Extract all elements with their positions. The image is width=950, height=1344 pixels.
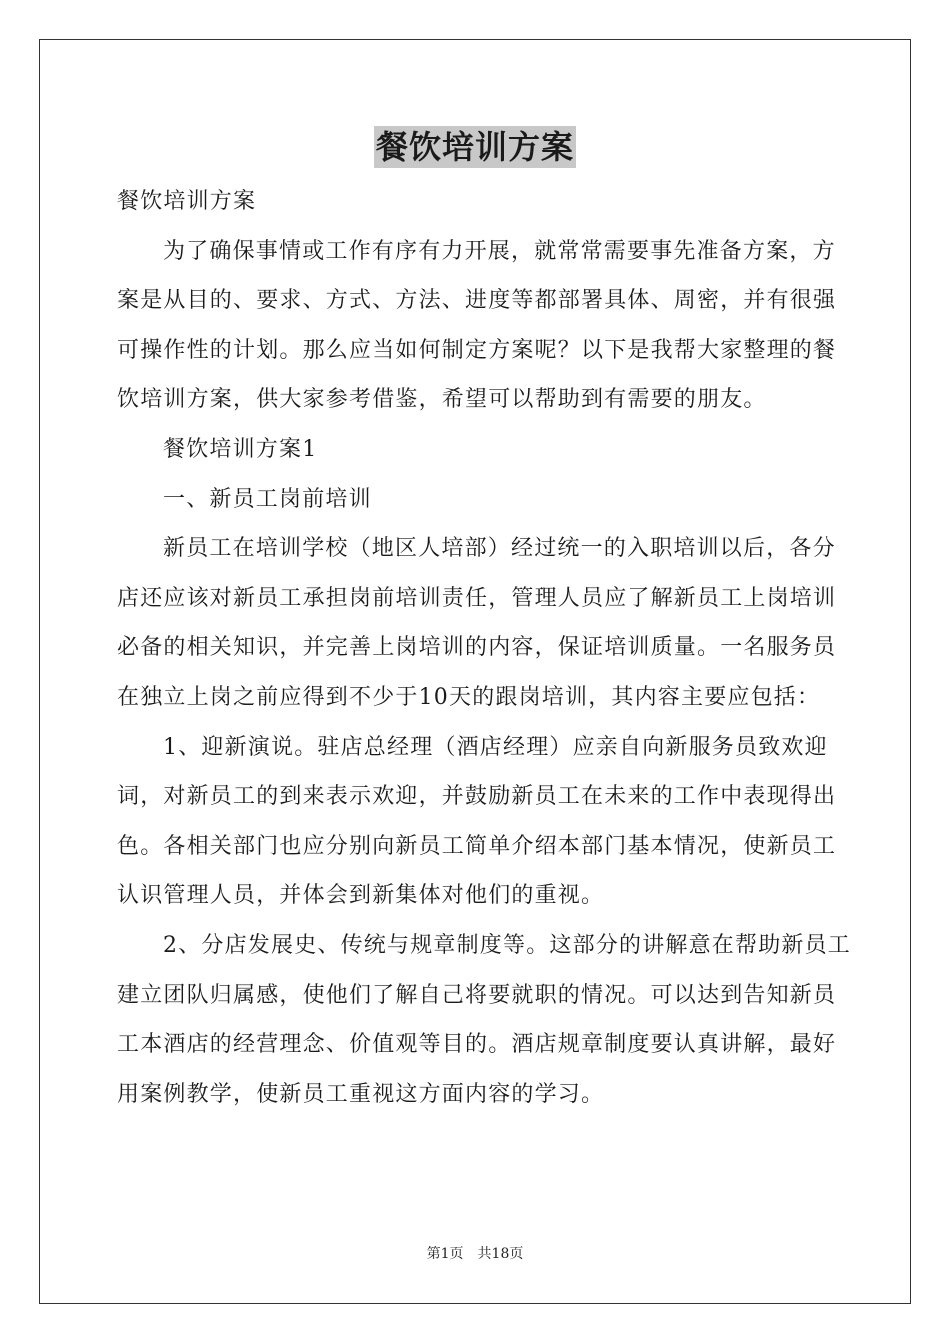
- list-item-paragraph: 1、迎新演说。驻店总经理（酒店经理）应亲自向新服务员致欢迎词，对新员工的到来表示欢迎，并鼓励新员工在未来的工作中表现得出色。各相关部门也应分别向新员工简单介绍本部门基本情况，使新员工认识管理人员，并体会到新集体对他们的重视。: [117, 734, 837, 909]
- body-paragraph: 新员工在培训学校（地区人培部）经过统一的入职培训以后，各分店还应该对新员工承担岗前培训责任，管理人员应了解新员工上岗培训必备的相关知识，并完善上岗培训的内容，保证培训质量。一名服务员在独立上岗之前应得到不少于10天的跟岗培训，其内容主要应包括：: [117, 536, 837, 710]
- document-title: 餐饮培训方案: [375, 128, 574, 166]
- subsection-heading: 一、新员工岗前培训: [163, 486, 372, 512]
- section-heading: 餐饮培训方案1: [163, 436, 318, 462]
- page-number-footer: 第1页 共18页: [426, 1246, 524, 1262]
- document-subtitle: 餐饮培训方案: [117, 189, 257, 214]
- intro-paragraph: 为了确保事情或工作有序有力开展，就常常需要事先准备方案，方案是从目的、要求、方式、方法、进度等都部署具体、周密，并有很强可操作性的计划。那么应当如何制定方案呢？以下是我帮大家整理的餐饮培训方案，供大家参考借鉴，希望可以帮助到有需要的朋友。: [117, 238, 837, 413]
- title-container: [0, 126, 950, 168]
- list-item-paragraph: 2、分店发展史、传统与规章制度等。这部分的讲解意在帮助新员工建立团队归属感，使他们了解自己将要就职的情况。可以达到告知新员工本酒店的经营理念、价值观等目的。酒店规章制度要认真讲解，最好用案例教学，使新员工重视这方面内容的学习。: [117, 932, 851, 1107]
- document-body: [117, 177, 857, 1119]
